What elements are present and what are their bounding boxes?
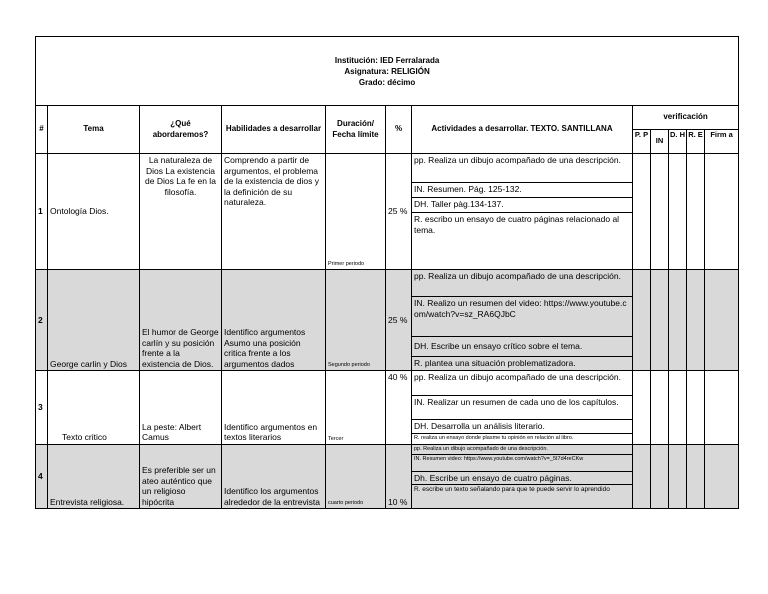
row-habilidades: Identifico argumentos Asumo una posición critica frente a los argumentos dados xyxy=(222,270,326,371)
col-header-verificacion: verificación xyxy=(633,106,739,130)
col-header-habilidades: Habilidades a desarrollar xyxy=(222,106,326,154)
activity-in: IN. Realizo un resumen del video: https://www.youtube.com/watch?v=sz_RA6QJbC xyxy=(412,297,633,337)
col-header-pp: P. P xyxy=(633,130,651,154)
check-re xyxy=(687,371,705,445)
row-abordaremos: La peste: Albert Camus xyxy=(140,371,222,445)
table-row xyxy=(36,371,739,396)
activity-dh: Dh. Escribe un ensayo de cuatro páginas. xyxy=(412,471,633,485)
check-re xyxy=(687,270,705,371)
check-re xyxy=(687,154,705,270)
col-header-pct: % xyxy=(386,106,412,154)
row-tema: George carlin y Dios xyxy=(48,270,140,371)
institution-header xyxy=(36,37,739,106)
check-re xyxy=(687,444,705,509)
activity-re: R. realiza un ensayo donde plasme tu opinión en relación al libro. xyxy=(412,433,633,444)
row-tema: Texto critico xyxy=(48,371,140,445)
col-header-actividades: Actividades a desarrollar. TEXTO. SANTILLANA xyxy=(412,106,633,154)
row-abordaremos: El humor de George carlín y su posición frente a la existencia de Dios. xyxy=(140,270,222,371)
col-header-abordaremos: ¿Qué abordaremos? xyxy=(140,106,222,154)
activity-pp: pp. Realiza un dibujo acompañado de una descripción. xyxy=(412,154,633,183)
activity-re: R. escribe un texto señalando para que te puede servir lo aprendido xyxy=(412,485,633,509)
row-abordaremos: Es preferible ser un ateo auténtico que un religioso hipócrita xyxy=(140,444,222,509)
check-pp xyxy=(633,444,651,509)
table-row xyxy=(36,444,739,454)
activity-dh: DH. Taller pàg.134-137. xyxy=(412,198,633,213)
col-header-re: R. E xyxy=(687,130,705,154)
table-row xyxy=(36,270,739,297)
row-abordaremos: La naturaleza de Dios La existencia de Dios La fe en la filosofía. xyxy=(140,154,222,270)
activity-pp: pp. Realiza un dibujo acompañado de una descripción. xyxy=(412,371,633,396)
check-firma xyxy=(705,371,739,445)
check-dh xyxy=(669,444,687,509)
row-pct: 40 % xyxy=(386,371,412,445)
col-header-dh: D. H xyxy=(669,130,687,154)
check-dh xyxy=(669,371,687,445)
check-in xyxy=(651,444,669,509)
grade-name: Grado: décimo xyxy=(358,77,416,87)
subject-name: Asignatura: RELIGIÓN xyxy=(344,66,430,76)
check-dh xyxy=(669,154,687,270)
activity-in: IN. Resumen video: https://www.youtube.com/watch?v=_5I7d4reCKw xyxy=(412,454,633,471)
activity-re: R. escribo un ensayo de cuatro páginas relacionado al tema. xyxy=(412,213,633,270)
row-duracion: Tercer xyxy=(326,371,386,445)
row-duracion: cuarto periodo xyxy=(326,444,386,509)
institution-name: Institución: IED Ferralarada xyxy=(334,55,440,65)
col-header-tema: Tema xyxy=(48,106,140,154)
row-habilidades: Identifico argumentos en textos literarios xyxy=(222,371,326,445)
planning-table xyxy=(35,36,739,509)
row-number: 1 xyxy=(36,154,48,270)
check-in xyxy=(651,371,669,445)
row-pct: 10 % xyxy=(386,444,412,509)
activity-pp: pp. Realiza un dibujo acompañado de una descripción. xyxy=(412,270,633,297)
check-pp xyxy=(633,270,651,371)
row-number: 3 xyxy=(36,371,48,445)
row-pct: 25 % xyxy=(386,154,412,270)
row-habilidades: Identifico los argumentos alrededor de la entrevista xyxy=(222,444,326,509)
check-firma xyxy=(705,154,739,270)
planning-document xyxy=(35,36,738,509)
row-tema: Ontología Dios. xyxy=(48,154,140,270)
activity-dh: DH. Desarrolla un análisis literario. xyxy=(412,420,633,434)
activity-re: R. plantea una situación problematizadora. xyxy=(412,357,633,371)
check-firma xyxy=(705,444,739,509)
row-tema: Entrevista religiosa. xyxy=(48,444,140,509)
row-pct: 25 % xyxy=(386,270,412,371)
row-duracion: Segundo periodo xyxy=(326,270,386,371)
check-firma xyxy=(705,270,739,371)
col-header-firma: Firm a xyxy=(705,130,739,154)
activity-dh: DH. Escribe un ensayo crítico sobre el tema. xyxy=(412,337,633,357)
col-header-in: IN xyxy=(651,130,669,154)
activity-in: IN. Realizar un resumen de cada uno de los capítulos. xyxy=(412,396,633,420)
check-dh xyxy=(669,270,687,371)
row-number: 4 xyxy=(36,444,48,509)
check-in xyxy=(651,154,669,270)
check-in xyxy=(651,270,669,371)
table-row xyxy=(36,154,739,183)
activity-in: IN. Resumen. Pág. 125-132. xyxy=(412,183,633,198)
row-number: 2 xyxy=(36,270,48,371)
col-header-duracion: Duración/ Fecha límite xyxy=(326,106,386,154)
check-pp xyxy=(633,371,651,445)
row-duracion: Primer periodo xyxy=(326,154,386,270)
activity-pp: pp. Realiza un dibujo acompañado de una descripción. xyxy=(412,444,633,454)
check-pp xyxy=(633,154,651,270)
row-habilidades: Comprendo a partir de argumentos, el problema de la existencia de dios y la definición de su naturaleza. xyxy=(222,154,326,270)
col-header-num: # xyxy=(36,106,48,154)
